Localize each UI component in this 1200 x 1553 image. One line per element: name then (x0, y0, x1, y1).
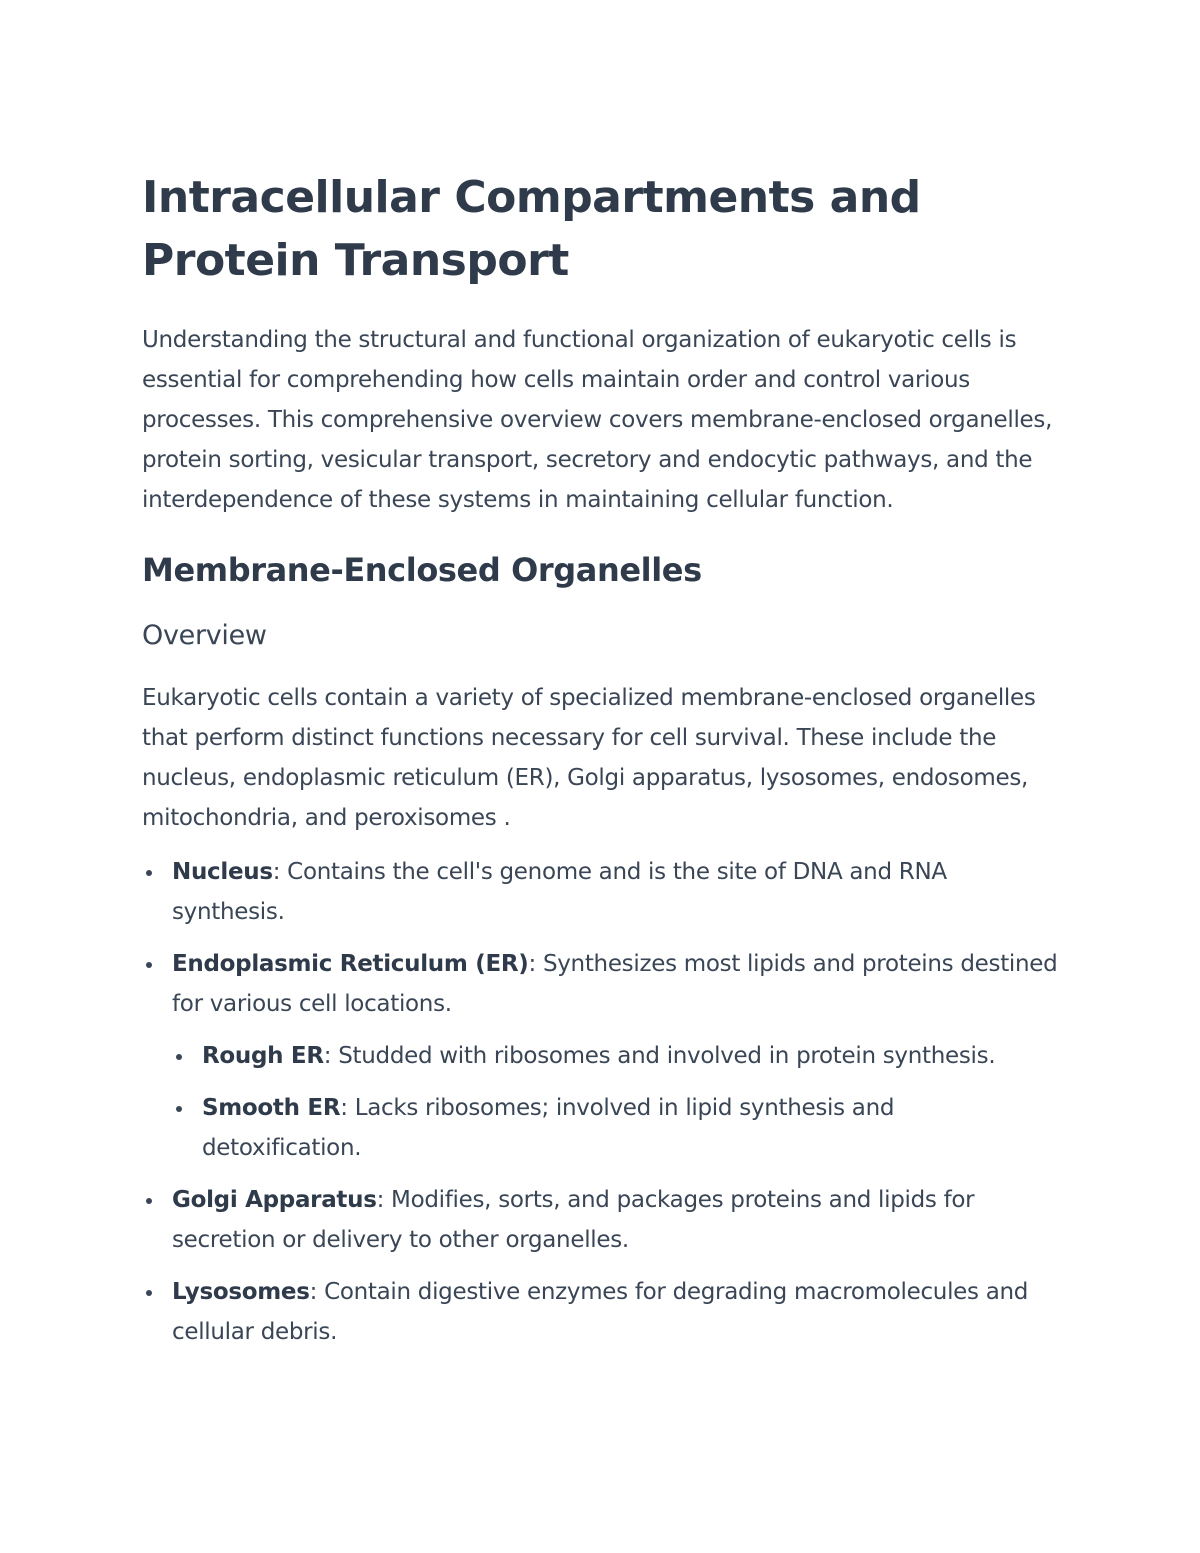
list-item-golgi (142, 1180, 1060, 1260)
intro-paragraph: Understanding the structural and functional organization of eukaryotic cells is essential for comprehending how cells maintain order and control various processes. This comprehensive overview covers membrane-enclosed organelles, protein sorting, vesicular transport, secretory and endocytic pathways, and the interdependence of these systems in maintaining cellular function. (142, 327, 1053, 513)
list-item-description: : Contain digestive enzymes for degrading macromolecules and cellular debris. (172, 1279, 1029, 1345)
list-item-term: Lysosomes (172, 1279, 310, 1305)
list-item-description: : Lacks ribosomes; involved in lipid synthesis and detoxification. (202, 1095, 895, 1161)
list-item-lysosomes (142, 1272, 1060, 1352)
list-item-er (142, 944, 1060, 1168)
page-title: Intracellular Compartments and Protein Transport (142, 172, 921, 286)
list-item-description: : Modifies, sorts, and packages proteins and lipids for secretion or delivery to other organelles. (172, 1187, 975, 1253)
list-item-term: Rough ER (202, 1043, 324, 1069)
list-item-description: : Contains the cell's genome and is the site of DNA and RNA synthesis. (172, 859, 947, 925)
list-item-term: Nucleus (172, 859, 273, 885)
er-sublist (172, 1036, 1060, 1168)
organelle-list (142, 852, 1060, 1352)
sublist-item-rough-er (172, 1036, 1060, 1076)
list-item-nucleus (142, 852, 1060, 932)
list-item-description: : Studded with ribosomes and involved in protein synthesis. (323, 1043, 996, 1069)
overview-paragraph: Eukaryotic cells contain a variety of specialized membrane-enclosed organelles that perform distinct functions necessary for cell survival. These include the nucleus, endoplasmic reticulum (ER), Golgi apparatus, lysosomes, endosomes, mitochondria, and peroxisomes . (142, 685, 1036, 831)
sublist-item-smooth-er (172, 1088, 1060, 1168)
section-heading: Membrane-Enclosed Organelles (142, 551, 702, 589)
list-item-term: Smooth ER (202, 1095, 341, 1121)
list-item-term: Endoplasmic Reticulum (ER) (172, 951, 529, 977)
list-item-term: Golgi Apparatus (172, 1187, 377, 1213)
list-item-description: : Synthesizes most lipids and proteins destined for various cell locations. (172, 951, 1058, 1017)
section-subheading: Overview (142, 620, 267, 651)
